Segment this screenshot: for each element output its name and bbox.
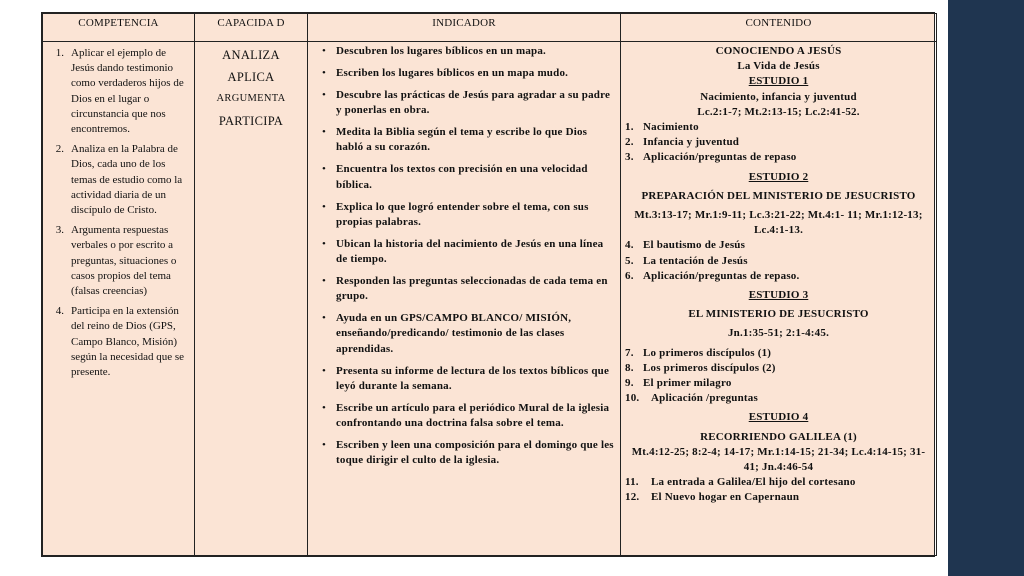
bullet-icon: •	[321, 45, 327, 57]
list-item	[625, 391, 932, 406]
competencia-text: Analiza en la Palabra de Dios, cada uno de los temas de estudio como la actividad diaria de un discípulo de Cristo.	[71, 143, 183, 217]
list-item	[47, 46, 190, 137]
indicador-text: Descubre las prácticas de Jesús para agradar a su padre y ponerlas en obra.	[336, 89, 611, 117]
item-number: 12.	[625, 491, 640, 504]
indicador-text: Ubican la historia del nacimiento de Jesús en una línea de tiempo.	[336, 237, 604, 266]
item-number: 2.	[625, 136, 634, 149]
item-text: El primer milagro	[643, 377, 732, 390]
item-number: 4.	[625, 239, 634, 252]
curriculum-table	[42, 13, 937, 556]
estudio-3-citations: Jn.1:35-51; 2:1-4:45.	[727, 327, 830, 340]
list-item	[47, 304, 190, 380]
indicador-text: Ayuda en un GPS/CAMPO BLANCO/ MISIÓN, enseñando/predicando/ testimonio de las clases aprendidas.	[336, 312, 572, 355]
list-item	[625, 254, 932, 269]
list-item	[312, 274, 616, 304]
indicador-text: Escriben los lugares bíblicos en un mapa mudo.	[336, 67, 569, 79]
contenido-subtitle: La Vida de Jesús	[737, 60, 820, 73]
list-item	[312, 237, 616, 267]
contenido-title: CONOCIENDO A JESÚS	[715, 45, 842, 57]
item-text: La tentación de Jesús	[643, 254, 748, 267]
bullet-icon: •	[321, 237, 327, 250]
header-row	[43, 14, 937, 42]
item-text: Aplicación/preguntas de repaso.	[643, 269, 800, 282]
header-contenido: CONTENIDO	[621, 14, 937, 42]
indicador-text: Escribe un artículo para el periódico Mural de la iglesia confrontando una doctrina falsa sobre el tema.	[336, 401, 610, 430]
indicador-text: Presenta su informe de lectura de los textos bíblicos que leyó durante la semana.	[336, 364, 610, 392]
item-text: La entrada a Galilea/El hijo del cortesano	[651, 476, 856, 489]
bullet-icon: •	[321, 275, 327, 288]
list-item	[625, 120, 932, 135]
bullet-icon: •	[321, 126, 327, 139]
list-item	[47, 142, 190, 218]
list-item	[625, 238, 932, 253]
estudio-1-citations: Lc.2:1-7; Mt.2:13-15; Lc.2:41-52.	[697, 105, 860, 118]
item-text: Aplicación /preguntas	[651, 392, 758, 405]
item-number: 1.	[55, 47, 64, 59]
estudio-4-label: ESTUDIO 4	[748, 411, 809, 424]
item-text: Lo primeros discípulos (1)	[643, 346, 772, 359]
bullet-icon: •	[321, 439, 327, 452]
list-item	[312, 125, 616, 155]
list-item	[312, 162, 616, 192]
indicador-list	[308, 42, 620, 468]
item-number: 4.	[55, 305, 64, 318]
list-item	[312, 88, 616, 118]
capacidad-participa: PARTICIPA	[218, 114, 284, 128]
list-item	[312, 311, 616, 357]
competencia-text: Participa en la extensión del reino de Dios (GPS, Campo Blanco, Misión) según la necesidad que se presente.	[71, 305, 185, 379]
competencia-text: Argumenta respuestas verbales o por escrito a preguntas, situaciones o casos propios del tema (falsas creencias)	[71, 224, 177, 298]
curriculum-table-container	[41, 12, 935, 557]
item-number: 3.	[625, 151, 634, 164]
list-item	[625, 490, 932, 505]
bullet-icon: •	[321, 89, 327, 101]
bullet-icon: •	[321, 67, 327, 79]
list-item	[625, 475, 932, 490]
item-number: 7.	[625, 346, 634, 359]
item-number: 3.	[55, 224, 64, 237]
header-competencia: COMPETENCIA	[43, 14, 195, 42]
bullet-icon: •	[321, 163, 327, 176]
item-text: El bautismo de Jesús	[643, 239, 746, 252]
estudio-1-label: ESTUDIO 1	[748, 75, 809, 88]
estudio-2-label: ESTUDIO 2	[748, 170, 809, 183]
item-number: 1.	[625, 121, 634, 134]
list-item	[625, 150, 932, 165]
header-capacidad: CAPACIDA D	[195, 14, 308, 42]
item-number: 6.	[625, 269, 634, 282]
list-item	[625, 376, 932, 391]
competencia-text: Aplicar el ejemplo de Jesús dando testimonio como verdaderos hijos de Dios en el lugar o circunstancia que nos encontremos.	[71, 47, 184, 136]
list-item	[625, 135, 932, 150]
indicador-text: Explica lo que logró entender sobre el tema, con sus propias palabras.	[336, 200, 589, 228]
list-item	[47, 223, 190, 299]
estudio-1-theme: Nacimiento, infancia y juventud	[700, 90, 857, 103]
estudio-3-theme: EL MINISTERIO DE JESUCRISTO	[688, 308, 869, 321]
bullet-icon: •	[321, 401, 327, 414]
item-number: 2.	[55, 143, 64, 156]
side-accent-bar	[948, 0, 1024, 576]
list-item	[625, 346, 932, 361]
indicador-text: Medita la Biblia según el tema y escribe lo que Dios habló a su corazón.	[336, 126, 588, 154]
list-item	[312, 364, 616, 394]
body-row	[43, 42, 937, 556]
item-text: Los primeros discípulos (2)	[643, 361, 776, 374]
item-text: El Nuevo hogar en Capernaun	[651, 491, 800, 504]
capacidad-analiza: ANALIZA	[222, 48, 280, 62]
list-item	[625, 269, 932, 284]
estudio-2-citations: Mt.3:13-17; Mr.1:9-11; Lc.3:21-22; Mt.4:1- 11; Mr.1:12-13; Lc.4:1-13.	[634, 209, 923, 237]
competencia-cell	[43, 42, 195, 556]
bullet-icon: •	[321, 200, 327, 213]
item-text: Aplicación/preguntas de repaso	[643, 151, 797, 164]
indicador-text: Encuentra los textos con precisión en una velocidad bíblica.	[336, 163, 588, 191]
capacidad-list	[195, 42, 307, 132]
list-item	[312, 438, 616, 468]
item-number: 5.	[625, 254, 634, 267]
contenido-cell	[621, 42, 937, 556]
indicador-text: Responden las preguntas seleccionadas de cada tema en grupo.	[336, 275, 608, 303]
list-item	[312, 401, 616, 431]
estudio-4-citations: Mt.4:12-25; 8:2-4; 14-17; Mr.1:14-15; 21-34; Lc.4:14-15; 31-41; Jn.4:46-54	[631, 445, 926, 474]
estudio-2-theme: PREPARACIÓN DEL MINISTERIO DE JESUCRISTO	[641, 189, 916, 202]
capacidad-aplica: APLICA	[227, 70, 275, 84]
item-number: 9.	[625, 377, 634, 390]
item-text: Nacimiento	[643, 121, 699, 134]
list-item	[625, 361, 932, 376]
list-item	[312, 44, 616, 59]
capacidad-argumenta: ARGUMENTA	[216, 93, 286, 104]
list-item	[312, 200, 616, 230]
estudio-3-label: ESTUDIO 3	[748, 289, 809, 302]
item-number: 11.	[625, 476, 639, 489]
list-item	[312, 66, 616, 81]
header-indicador: INDICADOR	[308, 14, 621, 42]
contenido-block	[621, 42, 936, 506]
bullet-icon: •	[321, 312, 327, 325]
estudio-4-theme: RECORRIENDO GALILEA (1)	[700, 430, 857, 443]
indicador-text: Descubren los lugares bíblicos en un mapa.	[336, 45, 546, 57]
competencia-list	[43, 42, 194, 380]
capacidad-cell	[195, 42, 308, 556]
item-number: 10.	[625, 392, 640, 405]
indicador-cell	[308, 42, 621, 556]
bullet-icon: •	[321, 364, 327, 377]
indicador-text: Escriben y leen una composición para el domingo que les toque dirigir el culto de la iglesia.	[336, 439, 614, 467]
item-number: 8.	[625, 361, 634, 374]
item-text: Infancia y juventud	[643, 136, 740, 149]
